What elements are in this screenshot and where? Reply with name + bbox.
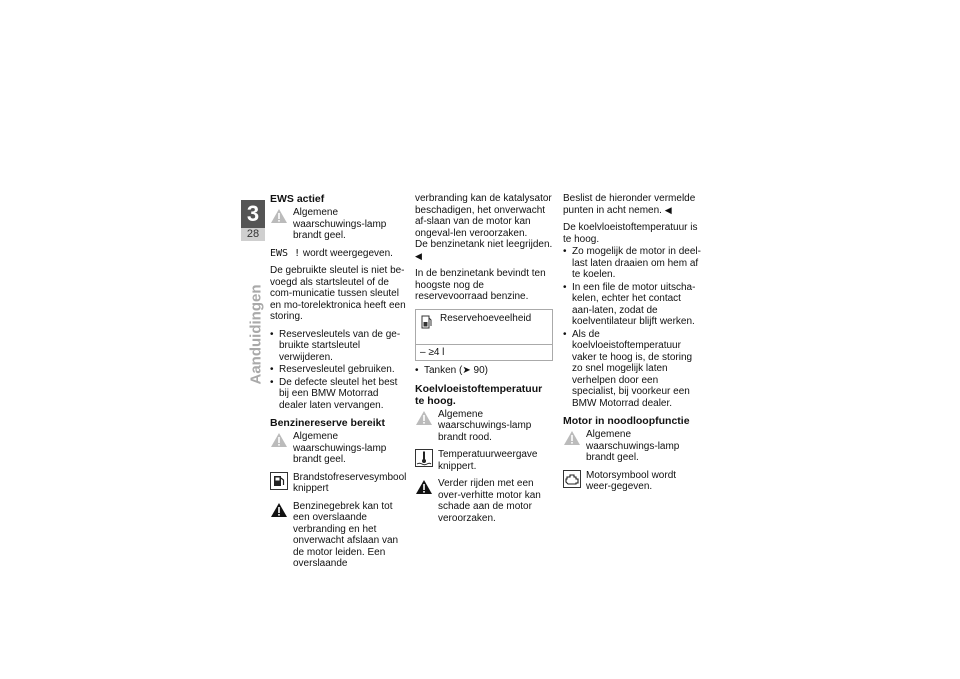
heading-ews: EWS actief bbox=[270, 193, 325, 205]
symbol-row: Temperatuurweergave knippert. bbox=[415, 449, 553, 472]
ews-bullets bbox=[270, 329, 408, 412]
list-item: • De defecte sleutel het best bij een BMW Motorrad dealer laten vervangen. bbox=[270, 377, 408, 412]
symbol-row: Algemene waarschuwings-lamp brandt rood. bbox=[415, 409, 553, 444]
ews-description: De gebruikte sleutel is niet be-voegd als startsleutel of de com-municatie tussen sleutel en mo-torelektronica heeft een storing. bbox=[270, 265, 406, 322]
heading-fuel: Benzinereserve bereikt bbox=[270, 417, 385, 429]
ews-display: EWS ! wordt weergegeven. bbox=[270, 247, 393, 259]
column-3 bbox=[563, 193, 701, 499]
paragraph: De koelvloeistoftemperatuur is te hoog. bbox=[563, 222, 698, 245]
tank-bullet bbox=[415, 365, 553, 377]
end-mark-icon: ◀ bbox=[415, 250, 422, 261]
table-label: Reservehoeveelheid bbox=[440, 312, 532, 324]
chapter-tab bbox=[241, 200, 265, 241]
heading-coolant: Koelvloeistoftemperatuur te hoog. bbox=[415, 382, 543, 407]
column-1 bbox=[270, 193, 408, 576]
list-item: • Tanken (➤ 90) bbox=[415, 365, 553, 377]
reserve-table bbox=[415, 309, 553, 362]
engine-icon bbox=[563, 470, 581, 488]
dash-icon: – bbox=[420, 346, 426, 358]
symbol-row: Algemene waarschuwings-lamp brandt geel. bbox=[270, 207, 408, 242]
fuel-pump-icon bbox=[270, 472, 288, 490]
warning-triangle-icon bbox=[270, 207, 288, 225]
table-value: ≥4 l bbox=[428, 346, 445, 358]
heading-engine: Motor in noodloopfunctie bbox=[563, 415, 690, 427]
paragraph: verbranding kan de katalysator beschadigen, het onverwacht af-slaan van de motor kan ongeval-len veroorzaken. De benzinetank niet leegrijden. ◀ bbox=[415, 193, 553, 261]
list-item: • Zo mogelijk de motor in deel-last laten draaien om hem af te koelen. bbox=[563, 246, 701, 281]
symbol-row: Motorsymbool wordt weer-gegeven. bbox=[563, 470, 701, 493]
symbol-row: Algemene waarschuwings-lamp brandt geel. bbox=[563, 429, 701, 464]
paragraph: In de benzinetank bevindt ten hoogste nog de reservevoorraad benzine. bbox=[415, 268, 546, 302]
page-ref-arrow-icon: ➤ bbox=[462, 365, 471, 376]
end-mark-icon: ◀ bbox=[664, 204, 672, 215]
warning-triangle-icon bbox=[415, 409, 433, 427]
list-item: • Als de koelvloeistoftemperatuur vaker te hoog is, de storing zo snel mogelijk laten verhelpen door een specialist, bij voorkeur een BMW Motorrad dealer. bbox=[563, 329, 701, 410]
danger-triangle-icon bbox=[415, 478, 433, 496]
danger-triangle-icon bbox=[270, 501, 288, 519]
paragraph: Beslist de hieronder vermelde punten in acht nemen. ◀ bbox=[563, 193, 696, 216]
coolant-temperature-icon bbox=[415, 449, 433, 467]
coolant-bullets bbox=[563, 246, 701, 409]
warning-triangle-icon bbox=[270, 431, 288, 449]
column-2 bbox=[415, 193, 553, 530]
symbol-row: Verder rijden met een over-verhitte motor kan schade aan de motor veroorzaken. bbox=[415, 478, 553, 524]
chapter-number: 3 bbox=[241, 200, 265, 228]
symbol-row: Brandstofreservesymbool knippert bbox=[270, 472, 408, 495]
page-number: 28 bbox=[241, 228, 265, 241]
list-item: • Reservesleutels van de ge-bruikte startsleutel verwijderen. bbox=[270, 329, 408, 364]
symbol-row: Algemene waarschuwings-lamp brandt geel. bbox=[270, 431, 408, 466]
list-item: • In een file de motor uitscha-kelen, echter het contact aan-laten, zodat de koelventilateur blijft werken. bbox=[563, 282, 701, 328]
fuel-level-icon bbox=[420, 313, 434, 341]
symbol-row: Benzinegebrek kan tot een overslaande verbranding en het onverwacht afslaan van de motor leiden. Een overslaande bbox=[270, 501, 408, 570]
warning-triangle-icon bbox=[563, 429, 581, 447]
list-item: • Reservesleutel gebruiken. bbox=[270, 364, 408, 376]
